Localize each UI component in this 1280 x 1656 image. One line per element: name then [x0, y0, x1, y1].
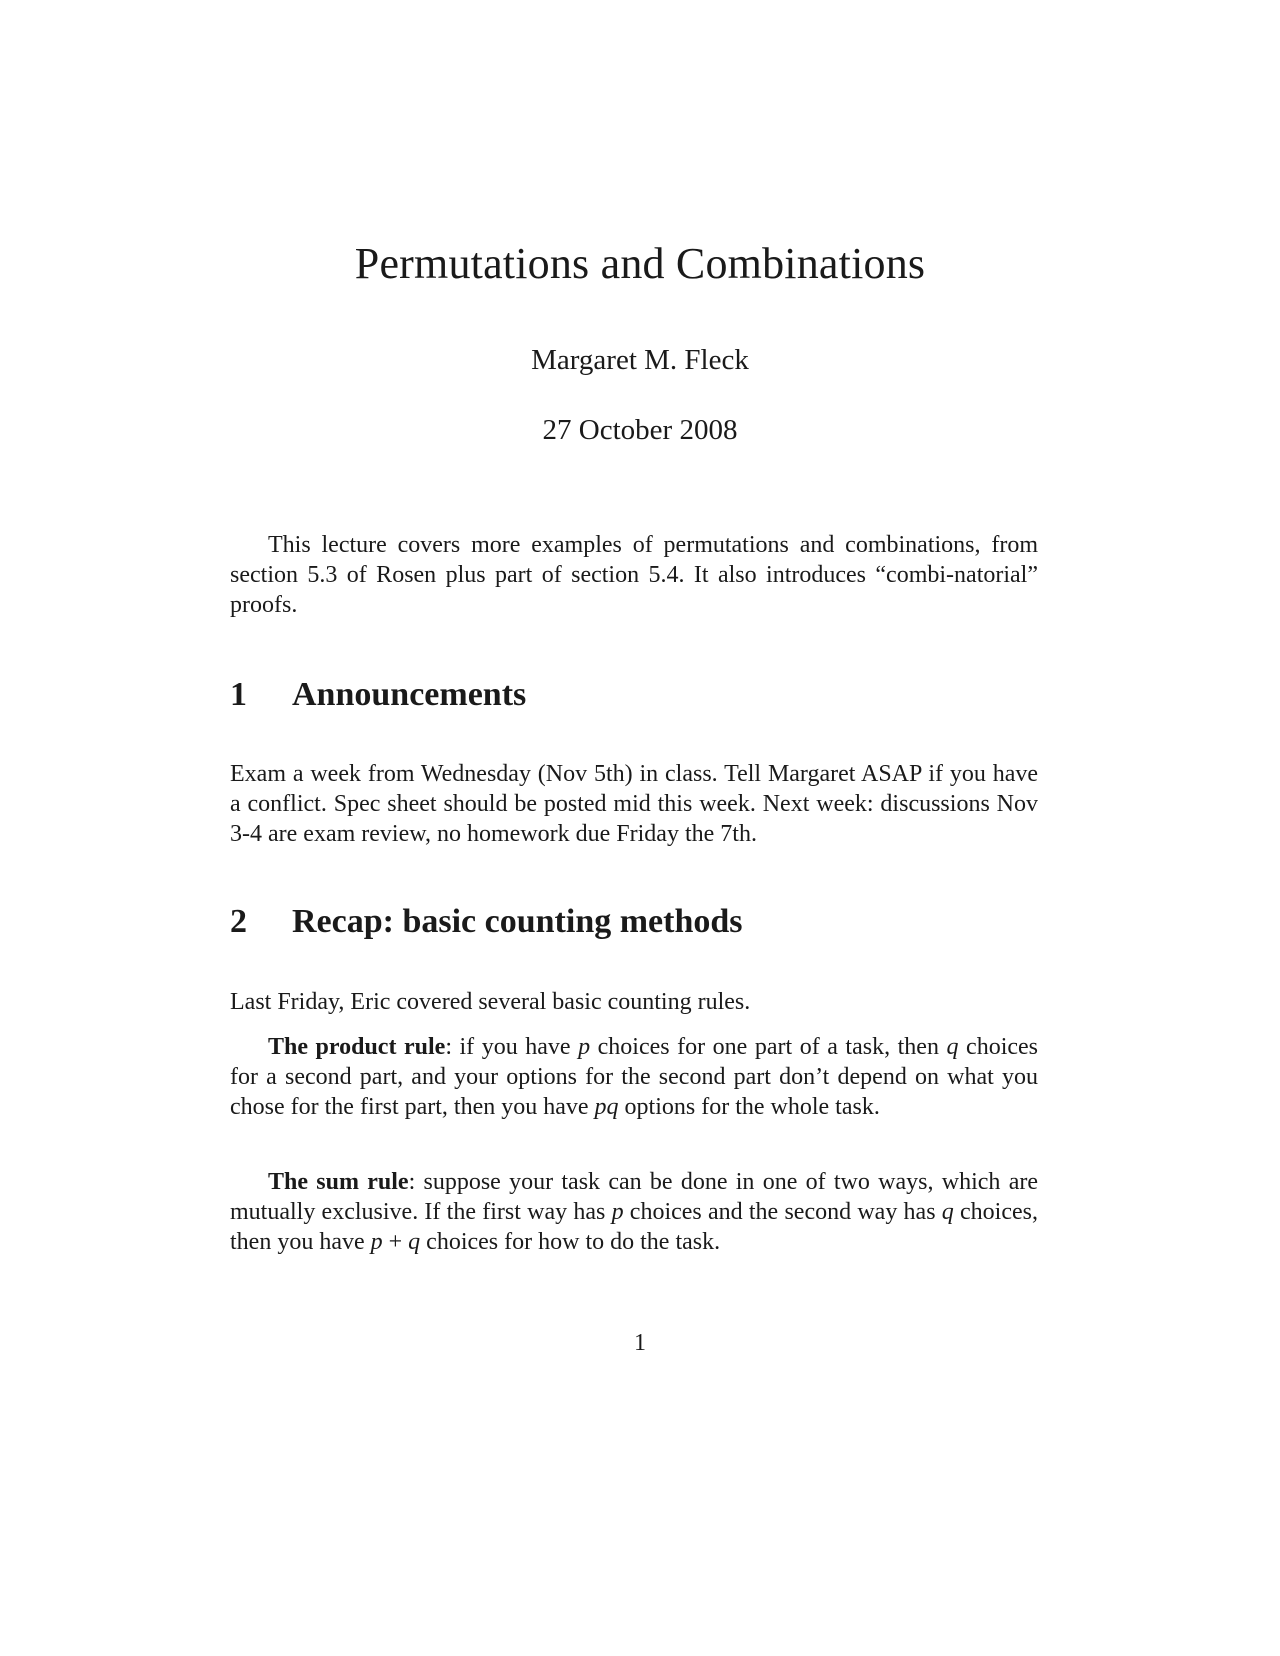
document-date: 27 October 2008: [542, 414, 738, 446]
product-rule-text: choices for a second part, and your options for the second part don’t depend on what you chose for the first part, then you have: [230, 1034, 1039, 1120]
variable-p: p: [370, 1229, 383, 1255]
product-rule-text: options for the whole task.: [618, 1094, 880, 1120]
variable-q: q: [946, 1034, 959, 1060]
section-title: Recap: basic counting methods: [292, 903, 743, 940]
page-number: 1: [634, 1330, 646, 1356]
variable-pq: pq: [594, 1094, 619, 1120]
product-rule-text: choices for one part of a task, then: [590, 1034, 947, 1060]
product-rule-label: The product rule: [268, 1034, 446, 1060]
sum-rule-paragraph: [230, 1167, 1038, 1257]
intro-paragraph: This lecture covers more examples of permutations and combinations, from section 5.3 of Rosen plus part of section 5.4. It also introduces “combi-natorial” proofs.: [230, 532, 1038, 618]
section-title: Announcements: [292, 676, 527, 713]
variable-p: p: [578, 1034, 591, 1060]
sum-rule-text: : suppose your task can be done in one of two ways, which are mutually exclusive. If the first way has: [230, 1169, 1038, 1225]
product-rule-text: : if you have: [445, 1034, 579, 1060]
recap-intro-paragraph: Last Friday, Eric covered several basic counting rules.: [230, 989, 751, 1015]
sum-rule-label: The sum rule: [268, 1169, 409, 1195]
section-heading-recap: [230, 903, 743, 941]
product-rule-paragraph: [230, 1032, 1038, 1122]
section-number: 2: [230, 903, 247, 940]
document-author: Margaret M. Fleck: [531, 344, 749, 376]
variable-p: p: [611, 1199, 624, 1225]
variable-q: q: [941, 1199, 954, 1225]
section-heading-announcements: [230, 676, 526, 714]
sum-rule-text: choices for how to do the task.: [420, 1229, 721, 1255]
sum-rule-text: choices and the second way has: [623, 1199, 942, 1225]
section-number: 1: [230, 676, 247, 713]
variable-q: q: [408, 1229, 421, 1255]
plus-operator: +: [382, 1229, 409, 1255]
document-title: Permutations and Combinations: [354, 239, 926, 288]
sum-rule-text: choices, then you have: [230, 1199, 1038, 1255]
announcements-paragraph: Exam a week from Wednesday (Nov 5th) in class. Tell Margaret ASAP if you have a conflict. Spec sheet should be posted mid this week. Next week: discussions Nov 3-4 are exam review, no homework due Friday the 7th.: [230, 761, 1038, 847]
